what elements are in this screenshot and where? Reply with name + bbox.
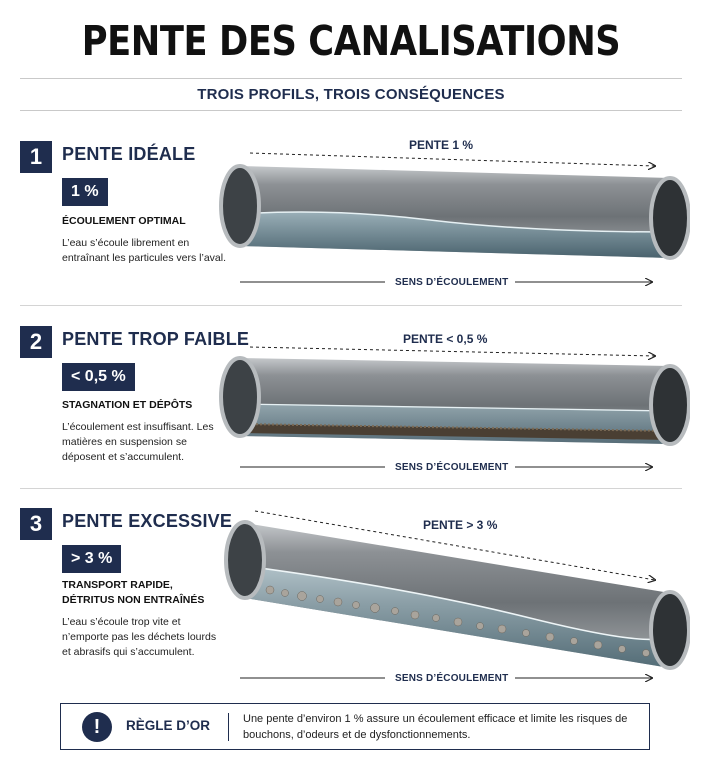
slope-label: PENTE > 3 %: [423, 518, 498, 532]
section-description: L’écoulement est insuffisant. Les matières en suspension se déposent et s’accumulent.: [62, 421, 214, 463]
section-ideal-slope: [0, 138, 702, 301]
pipe-illustration: [210, 136, 690, 296]
section-divider: [20, 488, 682, 489]
slope-badge: 1 %: [62, 178, 108, 206]
section-title: PENTE IDÉALE: [62, 144, 196, 164]
page-subtitle: TROIS PROFILS, TROIS CONSÉQUENCES: [197, 86, 505, 103]
slope-arrow: [250, 153, 655, 166]
divider: [228, 713, 229, 741]
section-divider: [20, 305, 682, 306]
golden-rule-box: [60, 703, 650, 750]
exclamation-icon: !: [82, 712, 112, 742]
pipe-illustration: [210, 508, 690, 688]
section-description: L’eau s’écoule librement en entraînant les particules vers l’aval.: [62, 237, 226, 264]
section-number: 3: [20, 508, 52, 540]
section-number: 2: [20, 326, 52, 358]
section-lead: STAGNATION ET DÉPÔTS: [62, 399, 193, 411]
golden-rule-title: RÈGLE D’OR: [126, 718, 211, 733]
section-title: PENTE EXCESSIVE: [62, 511, 233, 531]
golden-rule-text: Une pente d’environ 1 % assure un écoulement efficace et limite les risques de bouchons, d’odeurs et de dysfonctionnements.: [243, 713, 628, 741]
slope-label: PENTE < 0,5 %: [403, 332, 488, 346]
section-description: L’eau s’écoule trop vite et n’emporte pas les déchets lourds et abrasifs qui s’accumulent.: [62, 616, 217, 658]
divider: [20, 78, 682, 79]
flow-direction-label: SENS D’ÉCOULEMENT: [395, 277, 509, 288]
flow-direction-label: SENS D’ÉCOULEMENT: [395, 462, 509, 473]
section-number: 1: [20, 141, 52, 173]
section-low-slope: [0, 326, 702, 486]
divider: [20, 110, 682, 111]
slope-arrow: [250, 347, 655, 356]
page-title: PENTE DES CANALISATIONS: [81, 17, 621, 65]
section-lead: TRANSPORT RAPIDE, DÉTRITUS NON ENTRAÎNÉS: [62, 579, 205, 606]
section-excessive-slope: [0, 508, 702, 688]
slope-label: PENTE 1 %: [409, 138, 474, 152]
slope-badge: < 0,5 %: [62, 363, 135, 391]
section-lead: ÉCOULEMENT OPTIMAL: [62, 215, 186, 227]
section-title: PENTE TROP FAIBLE: [62, 329, 250, 349]
slope-badge: > 3 %: [62, 545, 121, 573]
flow-direction-label: SENS D’ÉCOULEMENT: [395, 673, 509, 684]
